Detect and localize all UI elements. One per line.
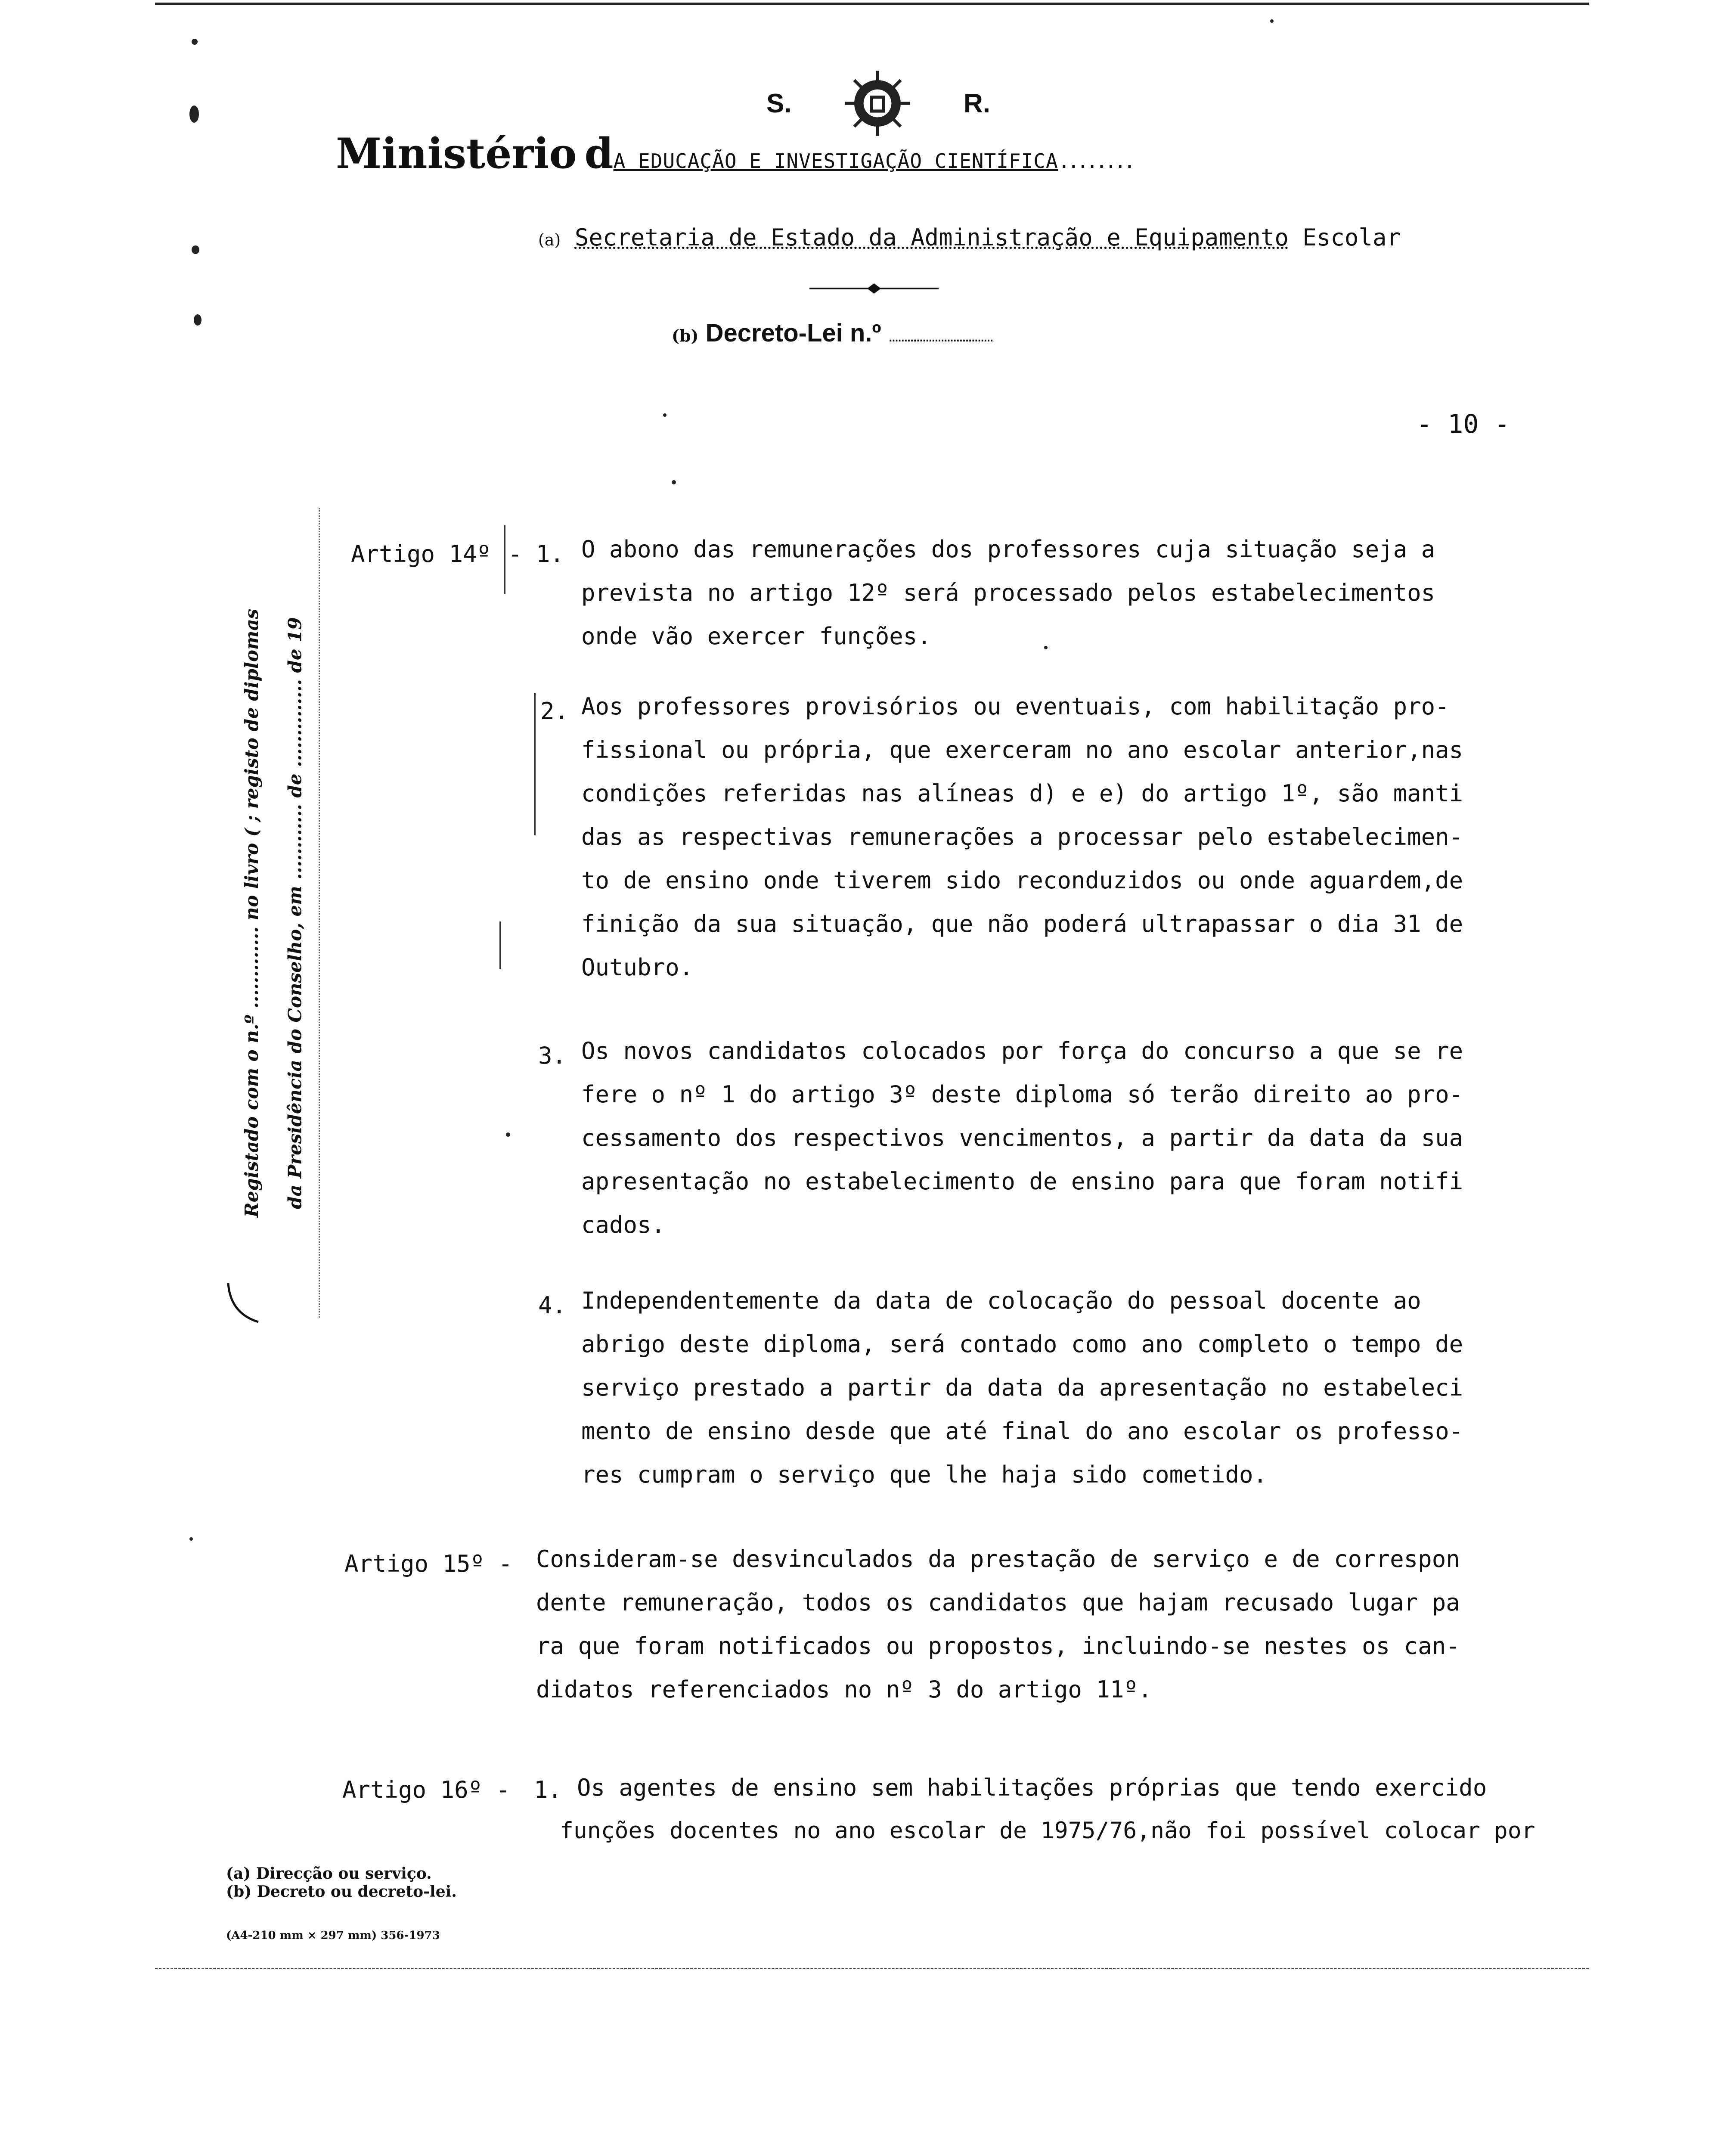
scan-speck — [1044, 646, 1048, 649]
decreto-text: Decreto-Lei n.º — [705, 319, 881, 347]
ministry-prefix: Ministério — [336, 129, 577, 178]
para-2-side-mark — [499, 921, 501, 969]
ministry-name: A EDUCAÇÃO E INVESTIGAÇÃO CIENTÍFICA — [613, 149, 1058, 173]
article-14-para-4 — [581, 1279, 1463, 1496]
header-r: R. — [964, 88, 990, 118]
text-line: ra que foram notificados ou propostos, incluindo-se nestes os can- — [536, 1632, 1460, 1660]
text-line: O abono das remunerações dos professores cuja situação seja a — [581, 536, 1435, 563]
text-line: cessamento dos respectivos vencimentos, a partir da data da sua — [581, 1124, 1463, 1151]
article-14-para-2-number: 2. — [540, 698, 569, 725]
text-line: Consideram-se desvinculados da prestação de serviço e de correspon — [536, 1545, 1460, 1573]
article-14-label: Artigo 14º — [351, 540, 491, 568]
text-line: Aos professores provisórios ou eventuais, com habilitação pro- — [581, 693, 1449, 720]
text-line: to de ensino onde tiverem sido reconduzidos ou onde aguardem,de — [581, 867, 1463, 894]
secretaria-line — [538, 224, 1401, 251]
text-line: abrigo deste diploma, será contado como ano completo o tempo de — [581, 1331, 1463, 1358]
secretaria-name: Secretaria de Estado da Administração e Equipamento — [574, 224, 1289, 251]
text-line: fissional ou própria, que exerceram no ano escolar anterior,nas — [581, 736, 1463, 763]
text-line: prevista no artigo 12º será processado pelos estabelecimentos — [581, 579, 1435, 606]
text-line: onde vão exercer funções. — [581, 623, 931, 650]
scan-speck — [194, 314, 202, 326]
text-line: finição da sua situação, que não poderá ultrapassar o dia 31 de — [581, 910, 1463, 937]
article-16-line-1: Os agentes de ensino sem habilitações próprias que tendo exercido — [577, 1774, 1487, 1801]
text-line: condições referidas nas alíneas d) e e) do artigo 1º, são manti — [581, 780, 1463, 807]
footnote-a: (a) Direcção ou serviço. — [226, 1864, 432, 1883]
ministry-de: d — [584, 129, 614, 178]
article-16-para-1-number: 1. — [534, 1776, 562, 1803]
article-15-text — [536, 1537, 1460, 1711]
page-number: - 10 - — [1417, 409, 1510, 439]
article-16-label: Artigo 16º - — [342, 1776, 511, 1803]
text-line: Independentemente da data de colocação do pessoal docente ao — [581, 1287, 1421, 1314]
text-line: dente remuneração, todos os candidatos que hajam recusado lugar pa — [536, 1589, 1460, 1616]
margin-registration-line2: da Presidência do Conselho, em ............ de .............. de 19 — [284, 617, 306, 1209]
article-14-para-4-number: 4. — [538, 1292, 567, 1319]
article-14-para-1-number: - 1. — [508, 540, 564, 568]
decreto-dots: .................................. — [888, 326, 992, 345]
divider-ornament — [809, 282, 939, 295]
article-16-line-2: funções docentes no ano escolar de 1975/76,não foi possível colocar por — [560, 1818, 1535, 1844]
article-14-para-1 — [581, 527, 1435, 658]
margin-registration-line1: Registado com o n.º ............. no livro ( ; registo de diplomas — [241, 608, 263, 1217]
decreto-label: (b) — [672, 326, 699, 345]
text-line: das as respectivas remunerações a processar pelo estabelecimen- — [581, 823, 1463, 850]
text-line: Outubro. — [581, 954, 694, 981]
article-14-para-2 — [581, 685, 1463, 989]
scan-speck — [192, 245, 199, 254]
footnotes — [226, 1864, 457, 1901]
decreto-line — [672, 319, 992, 347]
scan-speck — [1270, 19, 1274, 23]
article-14-para-3 — [581, 1029, 1463, 1247]
text-line: cados. — [581, 1211, 666, 1238]
scan-speck — [506, 1132, 510, 1137]
paper-format-note: (A4-210 mm × 297 mm) 356-1973 — [226, 1929, 440, 1942]
margin-bracket — [224, 1279, 263, 1326]
para-2-bar — [534, 693, 536, 835]
scan-speck — [672, 480, 676, 484]
text-line: Os novos candidatos colocados por força do concurso a que se re — [581, 1037, 1463, 1064]
scan-speck — [663, 413, 666, 417]
secretaria-label: (a) — [538, 230, 561, 249]
scan-speck — [192, 39, 198, 45]
text-line: fere o nº 1 do artigo 3º deste diploma só terão direito ao pro- — [581, 1081, 1463, 1108]
bottom-rule — [155, 1968, 1589, 1969]
margin-dotted-line — [319, 508, 320, 1318]
article-14-bar — [504, 525, 505, 594]
ministry-title — [336, 129, 1133, 178]
text-line: didatos referenciados no nº 3 do artigo 11º. — [536, 1676, 1152, 1703]
text-line: apresentação no estabelecimento de ensino para que foram notifi — [581, 1168, 1463, 1195]
footnote-b: (b) Decreto ou decreto-lei. — [226, 1883, 457, 1901]
text-line: serviço prestado a partir da data da apresentação no estabeleci — [581, 1374, 1463, 1401]
scan-speck — [189, 1537, 193, 1541]
secretaria-tail: Escolar — [1288, 224, 1401, 251]
text-line: res cumpram o serviço que lhe haja sido cometido. — [581, 1461, 1268, 1488]
article-15-label: Artigo 15º - — [344, 1550, 513, 1577]
ministry-dots: ........ — [1058, 149, 1133, 173]
header-s: S. — [766, 88, 792, 118]
text-line: mento de ensino desde que até final do ano escolar os professo- — [581, 1418, 1463, 1445]
top-rule — [155, 3, 1589, 5]
article-14-para-3-number: 3. — [538, 1042, 567, 1069]
scan-speck — [189, 105, 199, 123]
